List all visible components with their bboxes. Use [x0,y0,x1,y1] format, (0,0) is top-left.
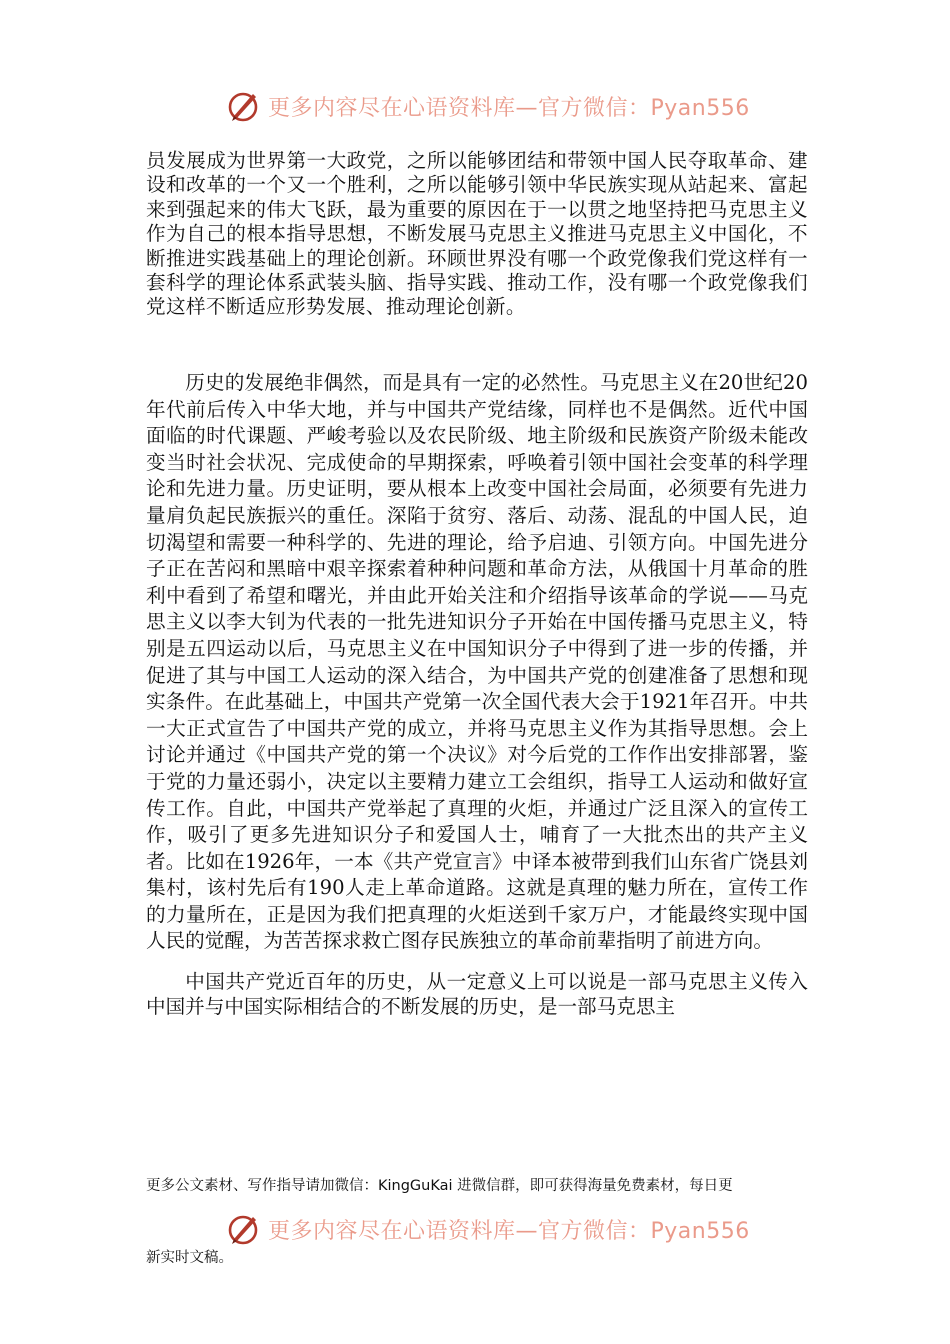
watermark-text: 更多内容尽在心语资料库—官方微信：Pyan556 [268,1218,750,1244]
paragraph: 中国共产党近百年的历史，从一定意义上可以说是一部马克思主义传入中国并与中国实际相结合的不断发展的历史，是一部马克思主 [146,970,808,1019]
paragraph-continued [146,149,808,320]
footer-note: 更多公文素材、写作指导请加微信：KingGuKai 进微信群，即可获得海量免费素材，每日更 [146,1178,733,1194]
watermark-text: 更多内容尽在心语资料库—官方微信：Pyan556 [268,95,750,121]
footer-note-continued: 新实时文稿。 [146,1250,233,1266]
watermark-footer [226,1209,750,1249]
watermark-header [226,86,750,126]
pen-logo-icon [226,1211,262,1247]
document-body [146,370,808,1019]
pen-logo-icon [226,88,262,124]
paragraph: 员发展成为世界第一大政党，之所以能够团结和带领中国人民夺取革命、建设和改革的一个又一个胜利，之所以能够引领中华民族实现从站起来、富起来到强起来的伟大飞跃，最为重要的原因在于一以贯之地坚持把马克思主义作为自己的根本指导思想，不断发展马克思主义推进马克思主义中国化，不断推进实践基础上的理论创新。环顾世界没有哪一个政党像我们党这样有一套科学的理论体系武装头脑、指导实践、推动工作，没有哪一个政党像我们党这样不断适应形势发展、推动理论创新。 [146,149,808,319]
paragraph: 历史的发展绝非偶然，而是具有一定的必然性。马克思主义在20世纪20年代前后传入中华大地，并与中国共产党结缘，同样也不是偶然。近代中国面临的时代课题、严峻考验以及农民阶级、地主阶级和民族资产阶级未能改变当时社会状况、完成使命的早期探索，呼唤着引领中国社会变革的科学理论和先进力量。历史证明，要从根本上改变中国社会局面，必须要有先进力量肩负起民族振兴的重任。深陷于贫穷、落后、动荡、混乱的中国人民，迫切渴望和需要一种科学的、先进的理论，给予启迪、引领方向。中国先进分子正在苦闷和黑暗中艰辛探索着种种问题和革命方法，从俄国十月革命的胜利中看到了希望和曙光，并由此开始关注和介绍指导该革命的学说——马克思主义以李大钊为代表的一批先进知识分子开始在中国传播马克思主义，特别是五四运动以后，马克思主义在中国知识分子中得到了进一步的传播，并促进了其与中国工人运动的深入结合，为中国共产党的创建准备了思想和现实条件。在此基础上，中国共产党第一次全国代表大会于1921年召开。中共一大正式宣告了中国共产党的成立，并将马克思主义作为其指导思想。会上讨论并通过《中国共产党的第一个决议》对今后党的工作作出安排部署，鉴于党的力量还弱小，决定以主要精力建立工会组织，指导工人运动和做好宣传工作。自此，中国共产党举起了真理的火炬，并通过广泛且深入的宣传工作，吸引了更多先进知识分子和爱国人士，哺育了一大批杰出的共产主义者。比如在1926年，一本《共产党宣言》中译本被带到我们山东省广饶县刘集村，该村先后有190人走上革命道路。这就是真理的魅力所在，宣传工作的力量所在，正是因为我们把真理的火炬送到千家万户，才能最终实现中国人民的觉醒，为苦苦探求救亡图存民族独立的革命前辈指明了前进方向。 [146,371,808,953]
